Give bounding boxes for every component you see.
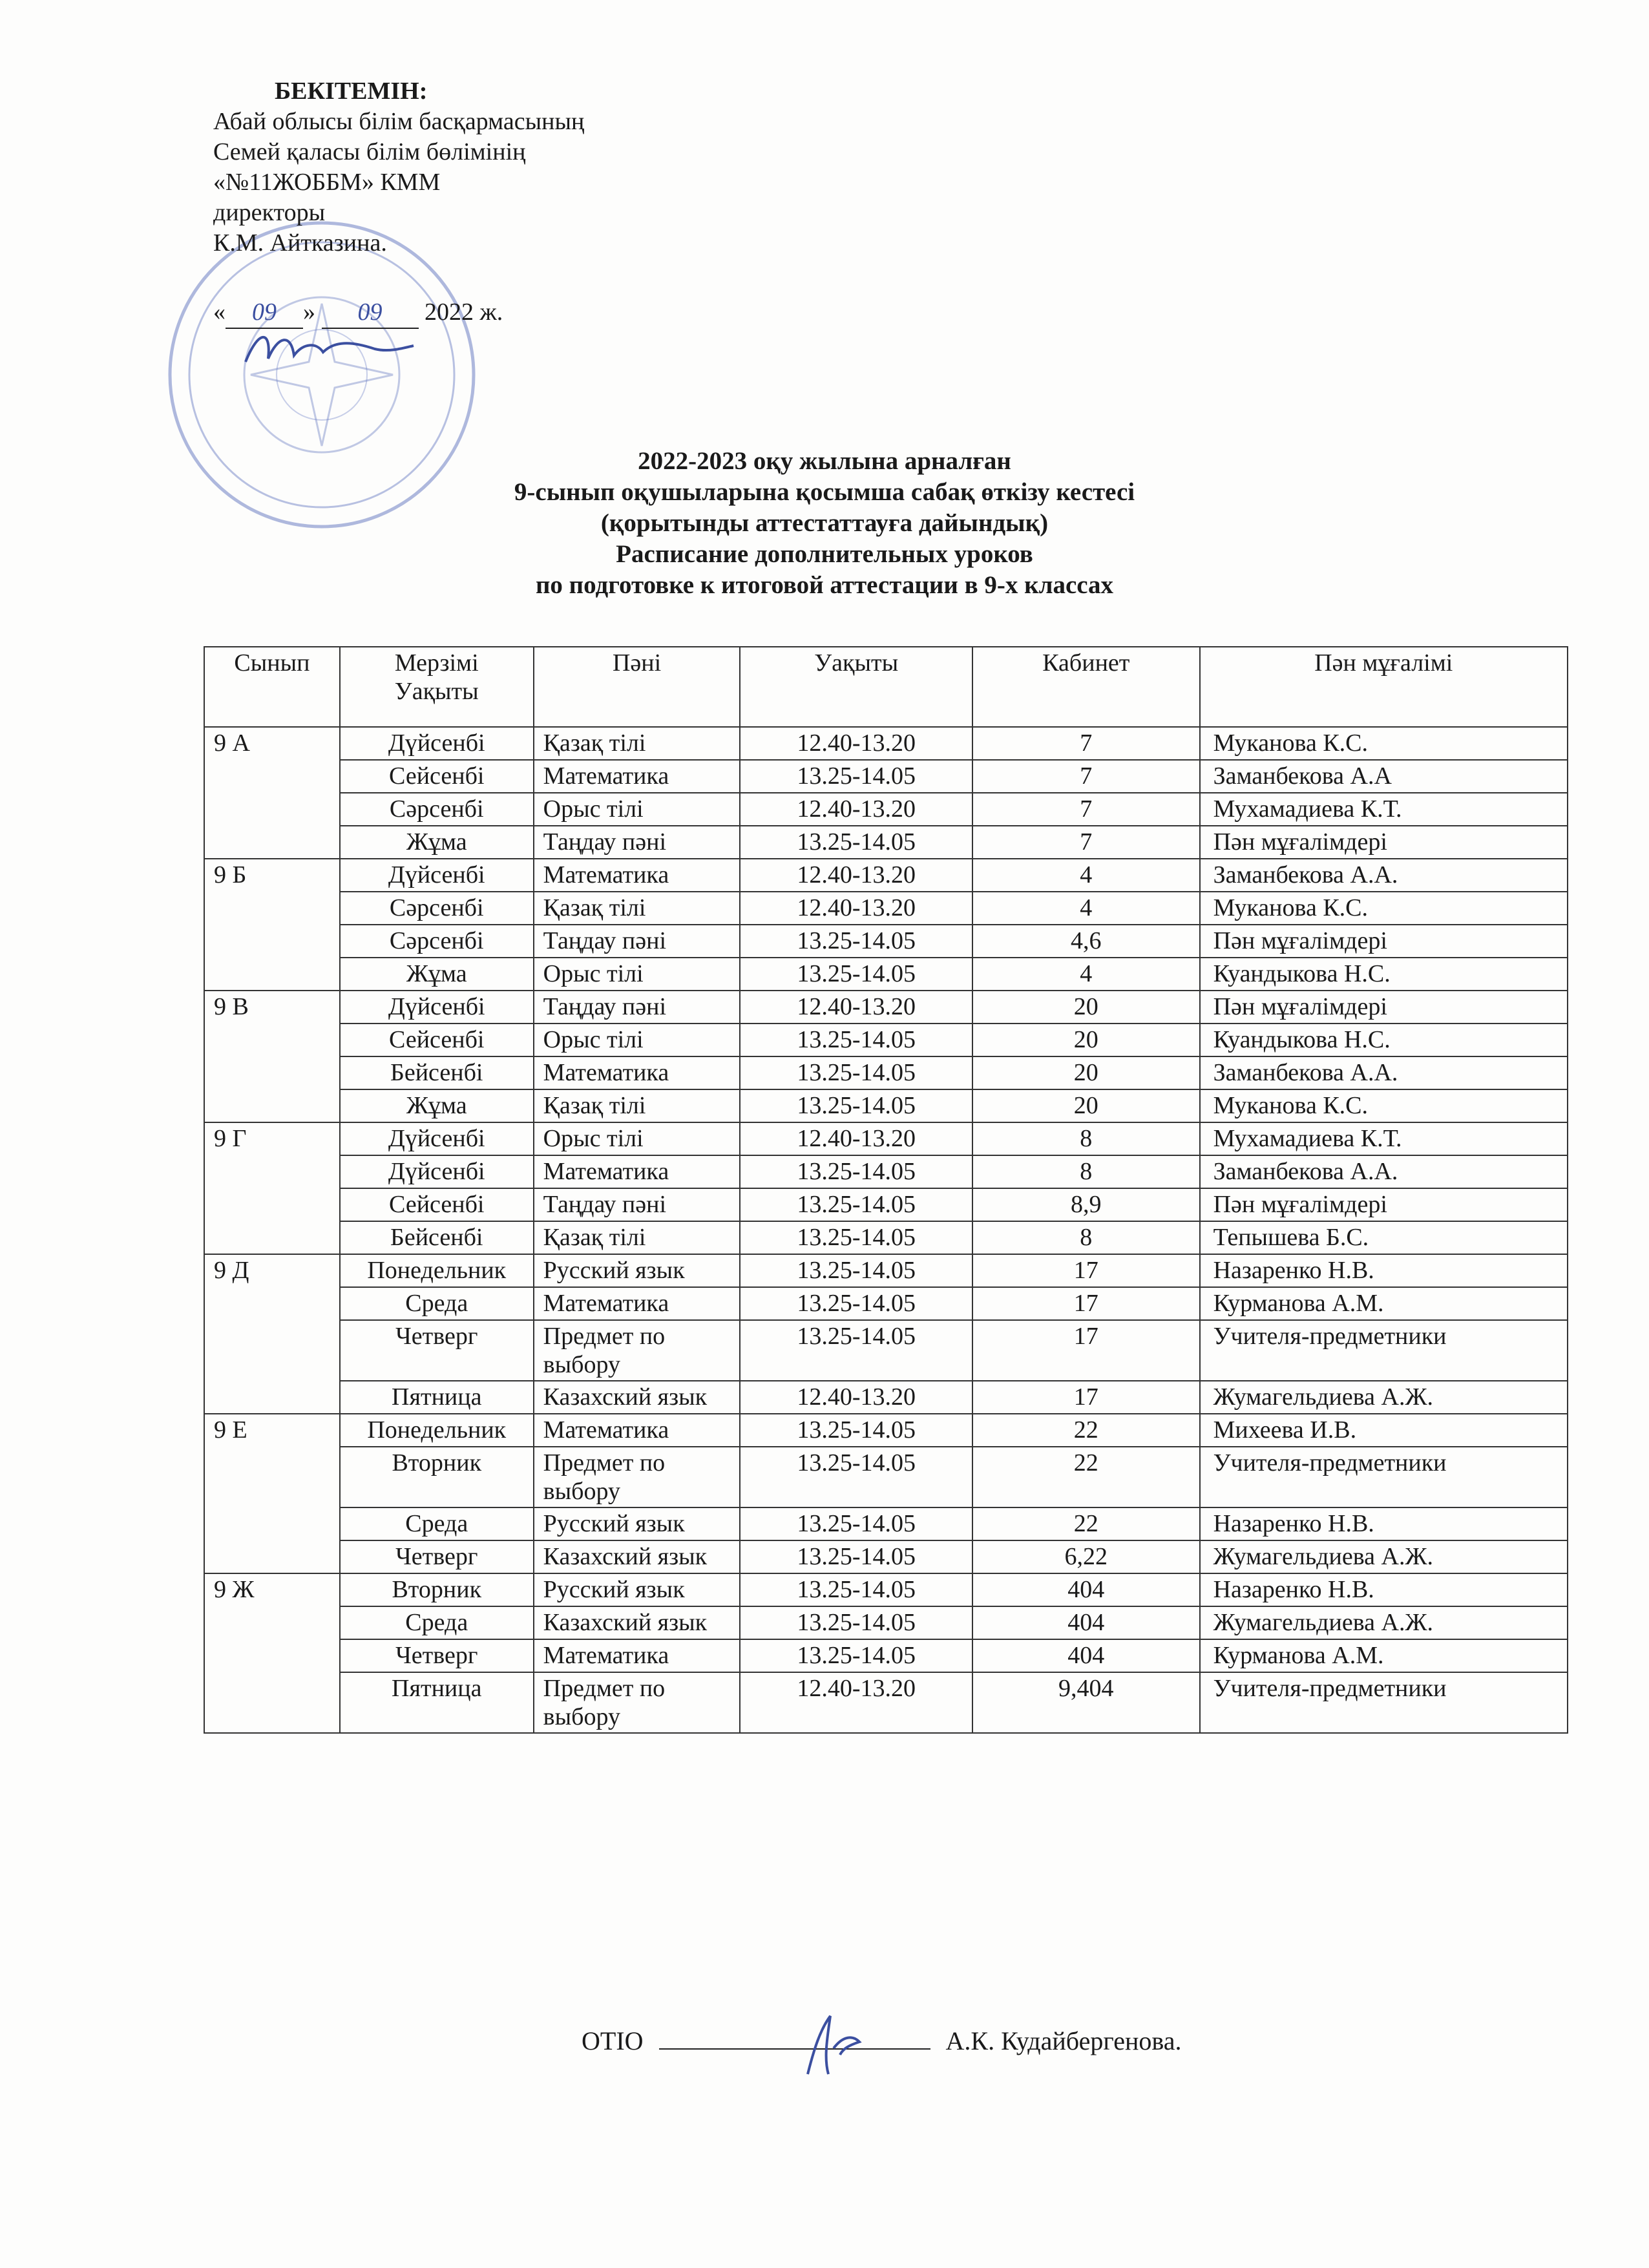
time-cell: 13.25-14.05 — [740, 1447, 972, 1507]
time-cell: 12.40-13.20 — [740, 793, 972, 826]
room-cell: 20 — [972, 991, 1200, 1024]
time-cell: 13.25-14.05 — [740, 1573, 972, 1606]
table-row — [204, 826, 1568, 859]
teacher-cell: Назаренко Н.В. — [1200, 1573, 1568, 1606]
room-cell: 17 — [972, 1254, 1200, 1287]
table-row — [204, 1414, 1568, 1447]
day-cell: Среда — [340, 1606, 534, 1639]
header-subject: Пәні — [534, 647, 740, 727]
table-row — [204, 1221, 1568, 1254]
table-row — [204, 1381, 1568, 1414]
time-cell: 13.25-14.05 — [740, 1089, 972, 1122]
teacher-cell: Муканова К.С. — [1200, 727, 1568, 760]
approval-line: директоры — [213, 199, 326, 226]
day-cell: Четверг — [340, 1639, 534, 1672]
class-cell: 9 Д — [204, 1254, 340, 1414]
room-cell: 404 — [972, 1639, 1200, 1672]
teacher-cell: Мухамадиева К.Т. — [1200, 793, 1568, 826]
day-cell: Жұма — [340, 826, 534, 859]
teacher-cell: Михеева И.В. — [1200, 1414, 1568, 1447]
subject-cell: Орыс тілі — [534, 1024, 740, 1056]
subject-cell: Русский язык — [534, 1507, 740, 1540]
table-row — [204, 1672, 1568, 1733]
day-cell: Сейсенбі — [340, 760, 534, 793]
approval-line: Семей қаласы білім бөлімінің — [213, 138, 526, 165]
schedule-body — [204, 727, 1568, 1733]
day-cell: Среда — [340, 1507, 534, 1540]
teacher-cell: Курманова А.М. — [1200, 1287, 1568, 1320]
subject-cell: Орыс тілі — [534, 958, 740, 991]
day-cell: Вторник — [340, 1447, 534, 1507]
time-cell: 12.40-13.20 — [740, 727, 972, 760]
time-cell: 13.25-14.05 — [740, 1155, 972, 1188]
time-cell: 13.25-14.05 — [740, 1540, 972, 1573]
subject-cell: Математика — [534, 1639, 740, 1672]
table-row — [204, 991, 1568, 1024]
time-cell: 13.25-14.05 — [740, 1507, 972, 1540]
table-row — [204, 1254, 1568, 1287]
document-title — [0, 446, 1649, 601]
subject-cell: Математика — [534, 760, 740, 793]
teacher-cell: Муканова К.С. — [1200, 1089, 1568, 1122]
day-cell: Понедельник — [340, 1254, 534, 1287]
teacher-cell: Куандыкова Н.С. — [1200, 958, 1568, 991]
room-cell: 22 — [972, 1447, 1200, 1507]
date-year: 2022 ж. — [425, 299, 503, 326]
subject-cell: Таңдау пәні — [534, 826, 740, 859]
table-row — [204, 1024, 1568, 1056]
day-cell: Бейсенбі — [340, 1056, 534, 1089]
teacher-cell: Заманбекова А.А. — [1200, 1056, 1568, 1089]
table-row — [204, 793, 1568, 826]
table-row — [204, 1639, 1568, 1672]
time-cell: 13.25-14.05 — [740, 1606, 972, 1639]
class-cell: 9 Г — [204, 1122, 340, 1254]
subject-cell: Математика — [534, 1414, 740, 1447]
time-cell: 13.25-14.05 — [740, 760, 972, 793]
day-cell: Дүйсенбі — [340, 727, 534, 760]
day-cell: Понедельник — [340, 1414, 534, 1447]
footer-name: А.К. Кудайбергенова. — [945, 2026, 1182, 2055]
table-row — [204, 1056, 1568, 1089]
subject-cell: Орыс тілі — [534, 793, 740, 826]
subject-cell: Русский язык — [534, 1573, 740, 1606]
day-cell: Сәрсенбі — [340, 925, 534, 958]
room-cell: 7 — [972, 826, 1200, 859]
subject-cell: Математика — [534, 1155, 740, 1188]
room-cell: 4,6 — [972, 925, 1200, 958]
room-cell: 20 — [972, 1089, 1200, 1122]
day-cell: Дүйсенбі — [340, 991, 534, 1024]
time-cell: 13.25-14.05 — [740, 1414, 972, 1447]
room-cell: 20 — [972, 1024, 1200, 1056]
room-cell: 8 — [972, 1122, 1200, 1155]
teacher-cell: Куандыкова Н.С. — [1200, 1024, 1568, 1056]
subject-cell: Қазақ тілі — [534, 727, 740, 760]
time-cell: 13.25-14.05 — [740, 925, 972, 958]
subject-cell: Математика — [534, 859, 740, 892]
subject-cell: Математика — [534, 1056, 740, 1089]
table-row — [204, 892, 1568, 925]
subject-cell: Математика — [534, 1287, 740, 1320]
schedule-table — [204, 646, 1568, 1734]
time-cell: 13.25-14.05 — [740, 958, 972, 991]
day-cell: Четверг — [340, 1540, 534, 1573]
table-row — [204, 1188, 1568, 1221]
time-cell: 12.40-13.20 — [740, 991, 972, 1024]
teacher-cell: Назаренко Н.В. — [1200, 1507, 1568, 1540]
subject-cell: Казахский язык — [534, 1540, 740, 1573]
teacher-cell: Муканова К.С. — [1200, 892, 1568, 925]
date-mid: » — [303, 299, 315, 326]
room-cell: 7 — [972, 760, 1200, 793]
day-cell: Жұма — [340, 958, 534, 991]
day-cell: Вторник — [340, 1573, 534, 1606]
teacher-cell: Курманова А.М. — [1200, 1639, 1568, 1672]
teacher-cell: Заманбекова А.А. — [1200, 1155, 1568, 1188]
header-teacher: Пән мұғалімі — [1200, 647, 1568, 727]
table-row — [204, 1287, 1568, 1320]
teacher-cell: Учителя-предметники — [1200, 1447, 1568, 1507]
room-cell: 9,404 — [972, 1672, 1200, 1733]
date-open: « — [213, 299, 226, 326]
room-cell: 4 — [972, 892, 1200, 925]
time-cell: 12.40-13.20 — [740, 1672, 972, 1733]
table-row — [204, 859, 1568, 892]
room-cell: 4 — [972, 958, 1200, 991]
schedule-header — [204, 647, 1568, 727]
time-cell: 13.25-14.05 — [740, 1254, 972, 1287]
teacher-cell: Мухамадиева К.Т. — [1200, 1122, 1568, 1155]
time-cell: 12.40-13.20 — [740, 1122, 972, 1155]
table-row — [204, 1606, 1568, 1639]
teacher-cell: Учителя-предметники — [1200, 1320, 1568, 1381]
day-cell: Дүйсенбі — [340, 1122, 534, 1155]
room-cell: 22 — [972, 1414, 1200, 1447]
time-cell: 13.25-14.05 — [740, 1188, 972, 1221]
subject-cell: Қазақ тілі — [534, 892, 740, 925]
teacher-cell: Пән мұғалімдері — [1200, 1188, 1568, 1221]
table-row — [204, 1507, 1568, 1540]
day-cell: Четверг — [340, 1320, 534, 1381]
otio-signature — [782, 2010, 879, 2081]
teacher-cell: Заманбекова А.А. — [1200, 859, 1568, 892]
header-row — [204, 647, 1568, 727]
approval-line: К.М. Айтказина. — [213, 229, 387, 257]
time-cell: 12.40-13.20 — [740, 1381, 972, 1414]
time-cell: 13.25-14.05 — [740, 1024, 972, 1056]
time-cell: 13.25-14.05 — [740, 1056, 972, 1089]
subject-cell: Предмет по выбору — [534, 1447, 740, 1507]
approval-line: Абай облысы білім басқармасының — [213, 108, 585, 135]
teacher-cell: Пән мұғалімдері — [1200, 826, 1568, 859]
table-row — [204, 1122, 1568, 1155]
subject-cell: Предмет по выбору — [534, 1320, 740, 1381]
table-row — [204, 760, 1568, 793]
title-line: (қорытынды аттестаттауға дайындық) — [600, 509, 1049, 537]
table-row — [204, 925, 1568, 958]
table-row — [204, 958, 1568, 991]
day-cell: Пятница — [340, 1381, 534, 1414]
title-line: 9-сынып оқушыларына қосымша сабақ өткізу кестесі — [514, 478, 1135, 506]
subject-cell: Казахский язык — [534, 1606, 740, 1639]
header-time: Уақыты — [740, 647, 972, 727]
time-cell: 13.25-14.05 — [740, 1287, 972, 1320]
time-cell: 13.25-14.05 — [740, 1221, 972, 1254]
header-day: Мерзімі Уақыты — [340, 647, 534, 727]
class-cell: 9 А — [204, 727, 340, 859]
teacher-cell: Жумагельдиева А.Ж. — [1200, 1540, 1568, 1573]
room-cell: 6,22 — [972, 1540, 1200, 1573]
room-cell: 8 — [972, 1221, 1200, 1254]
class-cell: 9 В — [204, 991, 340, 1122]
title-line: 2022-2023 оқу жылына арналған — [638, 447, 1011, 475]
header-class: Сынып — [204, 647, 340, 727]
teacher-cell: Жумагельдиева А.Ж. — [1200, 1606, 1568, 1639]
time-cell: 12.40-13.20 — [740, 892, 972, 925]
teacher-cell: Учителя-предметники — [1200, 1672, 1568, 1733]
room-cell: 8 — [972, 1155, 1200, 1188]
room-cell: 17 — [972, 1320, 1200, 1381]
subject-cell: Таңдау пәні — [534, 1188, 740, 1221]
table-row — [204, 1320, 1568, 1381]
teacher-cell: Тепышева Б.С. — [1200, 1221, 1568, 1254]
title-line: Расписание дополнительных уроков — [616, 540, 1033, 568]
time-cell: 13.25-14.05 — [740, 826, 972, 859]
director-signature — [233, 323, 426, 375]
room-cell: 22 — [972, 1507, 1200, 1540]
footer — [582, 2022, 1182, 2056]
subject-cell: Қазақ тілі — [534, 1089, 740, 1122]
time-cell: 13.25-14.05 — [740, 1320, 972, 1381]
subject-cell: Орыс тілі — [534, 1122, 740, 1155]
day-cell: Сәрсенбі — [340, 793, 534, 826]
table-row — [204, 1447, 1568, 1507]
approval-block — [213, 76, 584, 329]
day-cell: Дүйсенбі — [340, 859, 534, 892]
subject-cell: Таңдау пәні — [534, 991, 740, 1024]
time-cell: 13.25-14.05 — [740, 1639, 972, 1672]
subject-cell: Таңдау пәні — [534, 925, 740, 958]
footer-label: ОТІО — [582, 2026, 644, 2055]
room-cell: 7 — [972, 793, 1200, 826]
room-cell: 4 — [972, 859, 1200, 892]
subject-cell: Предмет по выбору — [534, 1672, 740, 1733]
teacher-cell: Пән мұғалімдері — [1200, 991, 1568, 1024]
date-month: 09 — [322, 297, 419, 329]
subject-cell: Казахский язык — [534, 1381, 740, 1414]
approval-line: «№11ЖОББМ» КММ — [213, 169, 441, 196]
teacher-cell: Пән мұғалімдері — [1200, 925, 1568, 958]
class-cell: 9 Ж — [204, 1573, 340, 1733]
table-row — [204, 1089, 1568, 1122]
date-day: 09 — [226, 297, 303, 329]
room-cell: 7 — [972, 727, 1200, 760]
day-cell: Пятница — [340, 1672, 534, 1733]
subject-cell: Русский язык — [534, 1254, 740, 1287]
title-line: по подготовке к итоговой аттестации в 9-х классах — [535, 571, 1114, 599]
table-row — [204, 1155, 1568, 1188]
day-cell: Дүйсенбі — [340, 1155, 534, 1188]
teacher-cell: Назаренко Н.В. — [1200, 1254, 1568, 1287]
table-row — [204, 1540, 1568, 1573]
class-cell: 9 Б — [204, 859, 340, 991]
teacher-cell: Заманбекова А.А — [1200, 760, 1568, 793]
teacher-cell: Жумагельдиева А.Ж. — [1200, 1381, 1568, 1414]
room-cell: 17 — [972, 1287, 1200, 1320]
room-cell: 8,9 — [972, 1188, 1200, 1221]
room-cell: 404 — [972, 1606, 1200, 1639]
room-cell: 20 — [972, 1056, 1200, 1089]
day-cell: Бейсенбі — [340, 1221, 534, 1254]
room-cell: 404 — [972, 1573, 1200, 1606]
header-room: Кабинет — [972, 647, 1200, 727]
subject-cell: Қазақ тілі — [534, 1221, 740, 1254]
room-cell: 17 — [972, 1381, 1200, 1414]
day-cell: Сейсенбі — [340, 1188, 534, 1221]
class-cell: 9 Е — [204, 1414, 340, 1573]
table-row — [204, 1573, 1568, 1606]
day-cell: Среда — [340, 1287, 534, 1320]
day-cell: Сейсенбі — [340, 1024, 534, 1056]
day-cell: Сәрсенбі — [340, 892, 534, 925]
approval-heading: БЕКІТЕМІН: — [275, 78, 428, 105]
time-cell: 12.40-13.20 — [740, 859, 972, 892]
table-row — [204, 727, 1568, 760]
day-cell: Жұма — [340, 1089, 534, 1122]
